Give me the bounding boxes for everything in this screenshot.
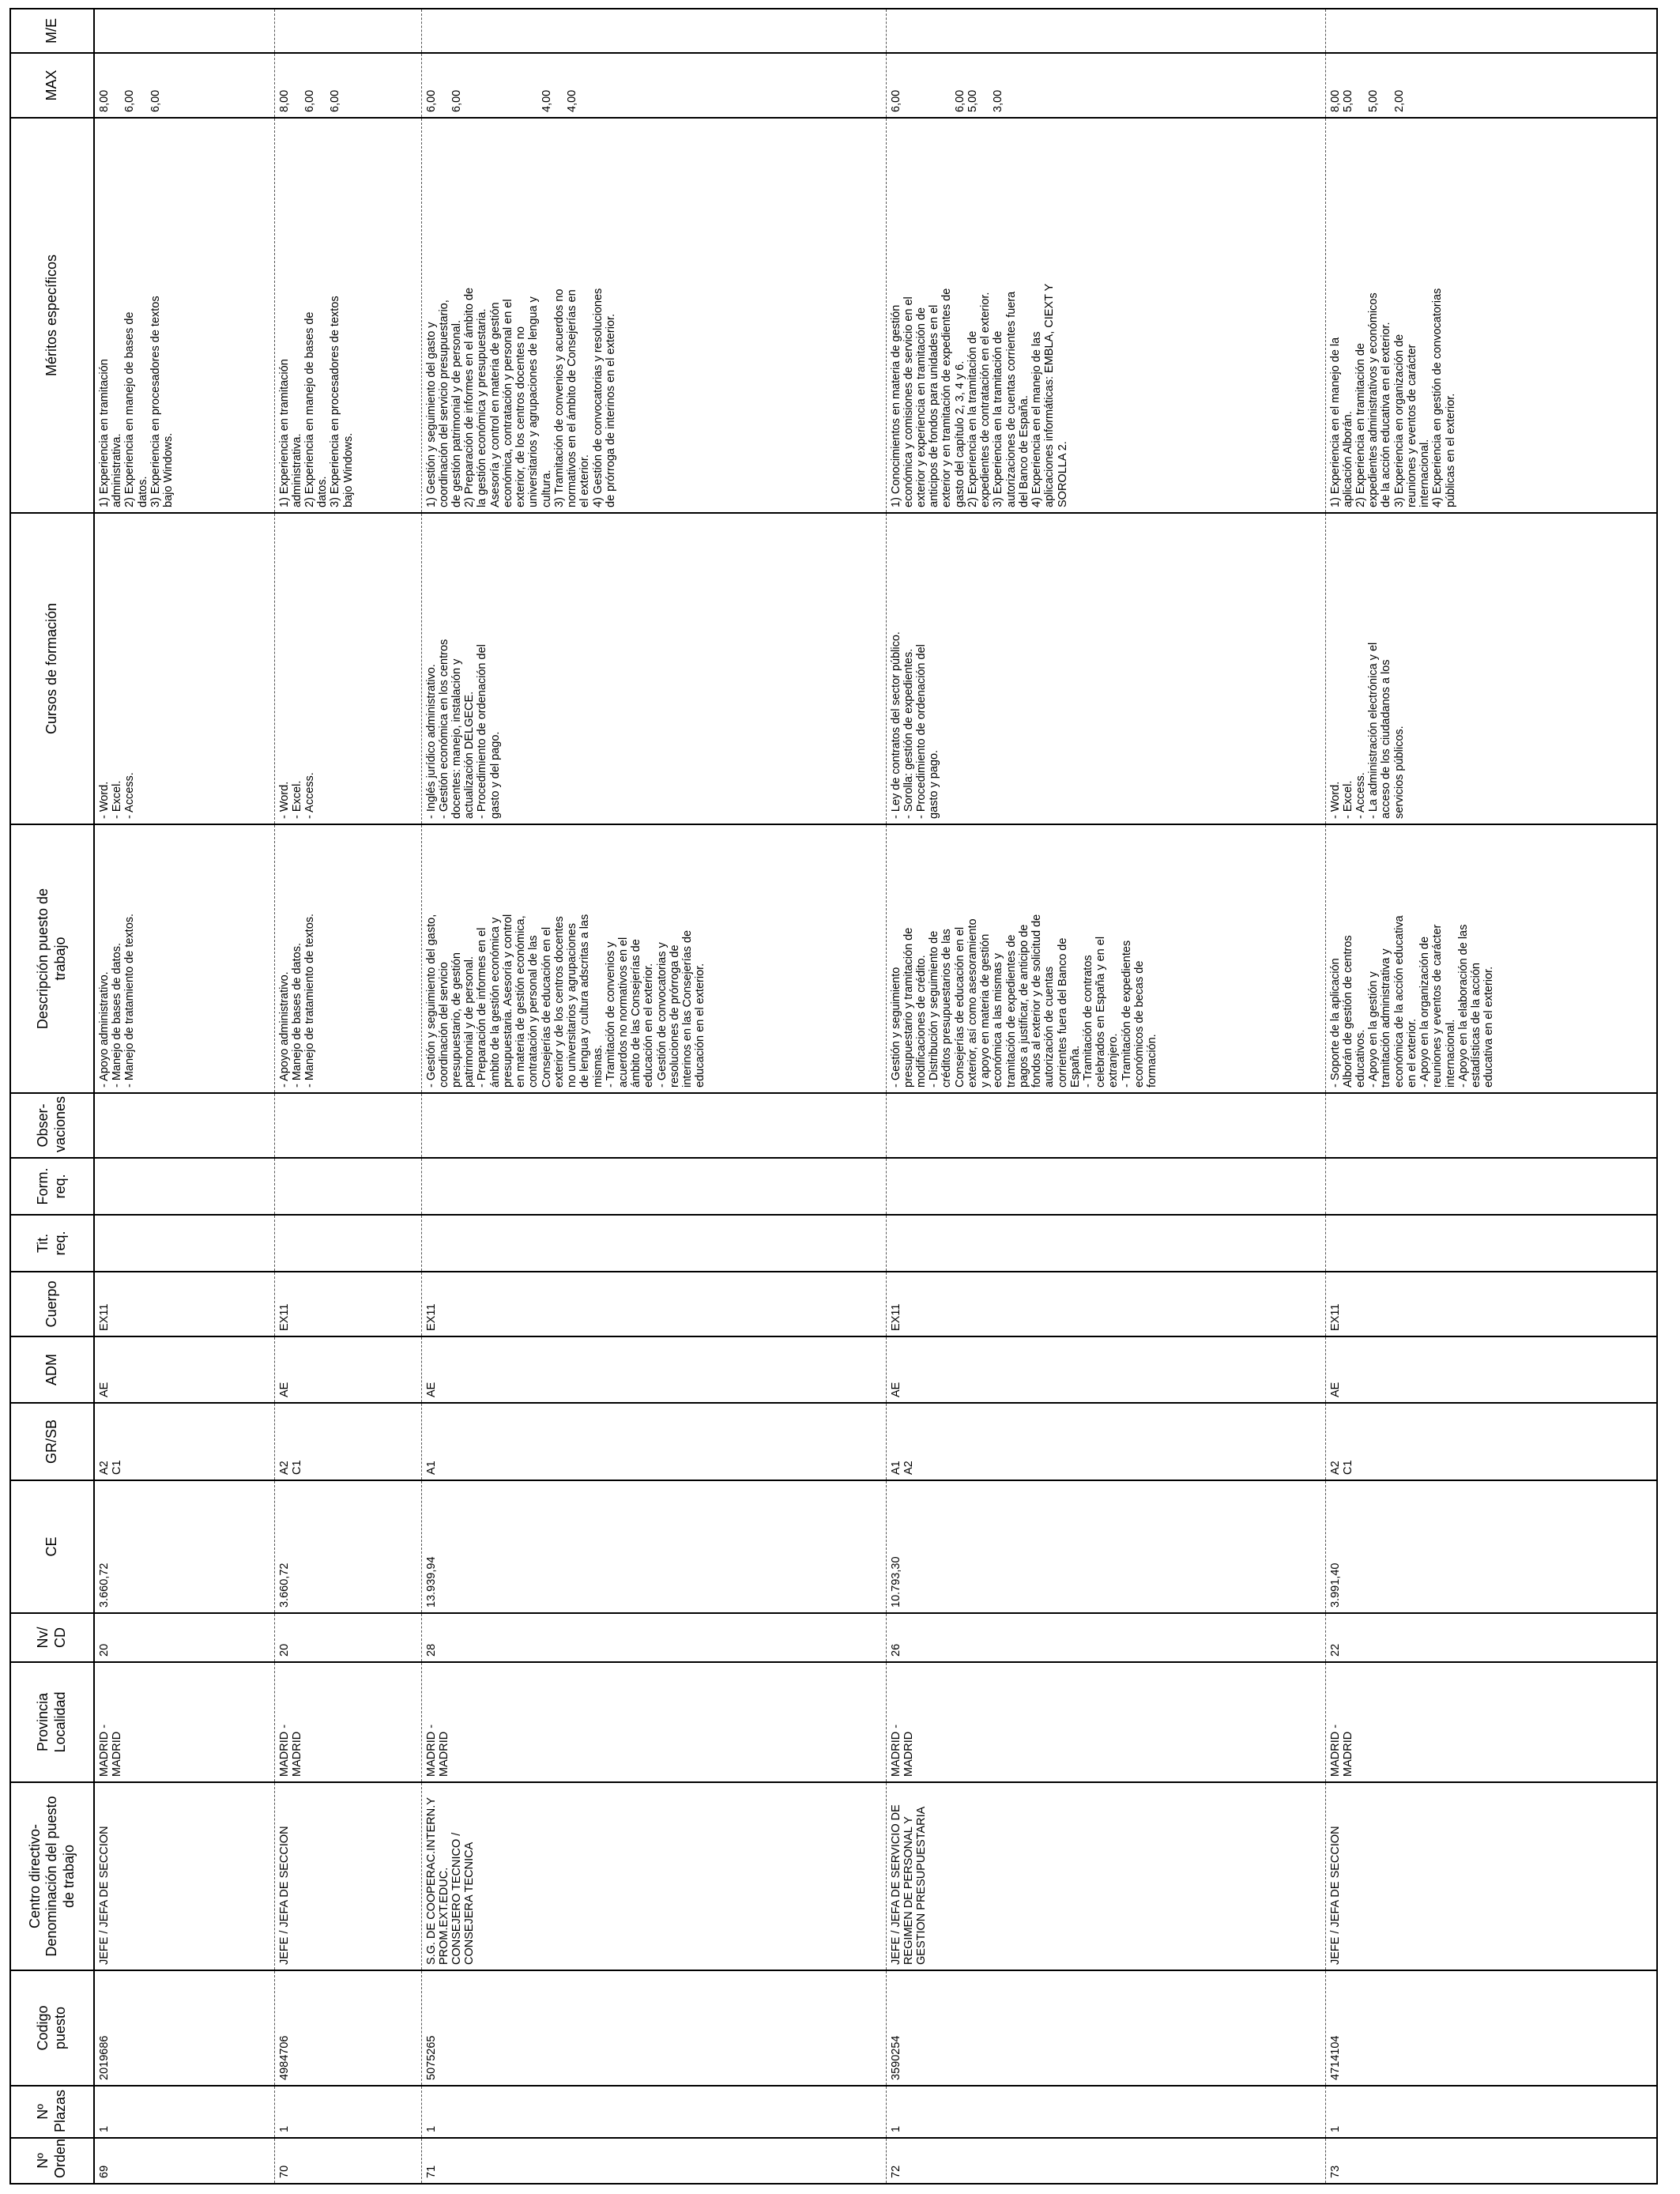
cell-descripcion: - Soporte de la aplicación Alborán de gestión de centros educativos. - Apoyo en la gestión y tramitación administrativa y económica de la acción educativa en el exterior. - Apoyo en la organización de reuniones y eventos de carácter internacional. - Apoyo en la elaboración de las estadísticas de la acción educativa en el exterior.: [1325, 824, 1657, 1093]
cell-ce: 13.939,94: [421, 1480, 886, 1613]
cell-observaciones: [886, 1093, 1325, 1158]
cell-provincia: MADRID - MADRID: [94, 1662, 274, 1782]
header-codigo: Codigo puesto: [10, 1970, 94, 2086]
header-row: [10, 9, 94, 2184]
cell-observaciones: [274, 1093, 421, 1158]
cell-max: 6,00 6,00 5,00 3,00: [886, 53, 1325, 118]
cell-observaciones: [1325, 1093, 1657, 1158]
cell-cursos: - Word. - Excel. - Access.: [94, 513, 274, 824]
header-plazas: Nº Plazas: [10, 2086, 94, 2138]
cell-descripcion: - Gestión y seguimiento presupuestario y tramitación de modificaciones de crédito. - Distribución y seguimiento de créditos presupuestarios de las Consejerías de educación en el exterior, así como asesoramiento y apoyo en materia de gestión económica a las mismas y tramitación de expedientes de pagos a justificar, de anticipo de fondos al exterior y de solicitud de autorización de cuentas corrientes fuera del Banco de España. - Tramitación de contratos celebrados en España y en el extranjero. - Tramitación de expedientes económicos de becas de formación.: [886, 824, 1325, 1093]
cell-titulacion: [1325, 1215, 1657, 1272]
cell-formacion-req: [886, 1158, 1325, 1215]
cell-plazas: 1: [274, 2086, 421, 2138]
cell-descripcion: - Apoyo administrativo. - Manejo de bases de datos. - Manejo de tratamiento de textos.: [274, 824, 421, 1093]
cell-meritos: 1) Conocimientos en materia de gestión económica y comisiones de servicio en el exterior y experiencia en tramitación de anticipos de fondos para unidades en el exterior y en tramitación de expedientes de gasto del capítulo 2, 3, 4 y 6. 2) Experiencia en la tramitación de expedientes de contratación en el exterior. 3) Experiencia en la tramitación de autorizaciones de cuentas corrientes fuera del Banco de España. 4) Experiencia en el manejo de las aplicaciones informáticas: EMBLA, CIEXT Y SOROLLA 2.: [886, 118, 1325, 513]
cell-cursos: - Inglés jurídico administrativo. - Gestión económica en los centros docentes: manejo, instalación y actualización DELGECE. - Procedimiento de ordenación del gasto y del pago.: [421, 513, 886, 824]
cell-grupo: A2 C1: [1325, 1403, 1657, 1480]
cell-cuerpo: EX11: [886, 1272, 1325, 1336]
cell-grupo: A1: [421, 1403, 886, 1480]
header-cursos: Cursos de formación: [10, 513, 94, 824]
cell-adm: AE: [1325, 1336, 1657, 1403]
cell-adm: AE: [94, 1336, 274, 1403]
cell-ce: 3.660,72: [274, 1480, 421, 1613]
header-cuerpo: Cuerpo: [10, 1272, 94, 1336]
cell-cursos: - Word. - Excel. - Access.: [274, 513, 421, 824]
cell-codigo: 2019686: [94, 1970, 274, 2086]
vacancy-table: [9, 8, 1658, 2185]
cell-grupo: A2 C1: [94, 1403, 274, 1480]
header-centro: Centro directivo- Denominación del puesto de trabajo: [10, 1782, 94, 1970]
header-adm: ADM: [10, 1336, 94, 1403]
cell-me: [274, 9, 421, 53]
cell-observaciones: [94, 1093, 274, 1158]
cell-descripcion: - Apoyo administrativo. - Manejo de bases de datos. - Manejo de tratamiento de textos.: [94, 824, 274, 1093]
cell-ce: 10.793,30: [886, 1480, 1325, 1613]
cell-formacion-req: [1325, 1158, 1657, 1215]
cell-centro: JEFE / JEFA DE SECCION: [274, 1782, 421, 1970]
cell-codigo: 4714104: [1325, 1970, 1657, 2086]
cell-grupo: A1 A2: [886, 1403, 1325, 1480]
cell-me: [421, 9, 886, 53]
table-row: [1325, 9, 1657, 2184]
cell-cuerpo: EX11: [274, 1272, 421, 1336]
cell-orden: 70: [274, 2138, 421, 2184]
header-descripcion: Descripción puesto de trabajo: [10, 824, 94, 1093]
cell-codigo: 5075265: [421, 1970, 886, 2086]
cell-meritos: 1) Gestión y seguimiento del gasto y coordinación del servicio presupuestario, de gestión patrimonial y de personal. 2) Preparación de informes en el ámbito de la gestión económica y presupuestaria. Asesoría y control en materia de gestión económica, contratación y personal en el exterior, de los centros docentes no universitarios y agrupaciones de lengua y cultura. 3) Tramitación de convenios y acuerdos no normativos en el ámbito de Consejerías en el exterior. 4) Gestión de convocatorias y resoluciones de prórroga de interinos en el exterior.: [421, 118, 886, 513]
cell-formacion-req: [94, 1158, 274, 1215]
header-orden: Nº Orden: [10, 2138, 94, 2184]
cell-formacion-req: [421, 1158, 886, 1215]
cell-titulacion: [274, 1215, 421, 1272]
cell-provincia: MADRID - MADRID: [886, 1662, 1325, 1782]
cell-nivel: 20: [94, 1613, 274, 1662]
table-row: [421, 9, 886, 2184]
header-observaciones: Obser- vaciones: [10, 1093, 94, 1158]
cell-cuerpo: EX11: [421, 1272, 886, 1336]
cell-nivel: 20: [274, 1613, 421, 1662]
cell-adm: AE: [421, 1336, 886, 1403]
header-meritos: Méritos específicos: [10, 118, 94, 513]
cell-plazas: 1: [421, 2086, 886, 2138]
cell-me: [1325, 9, 1657, 53]
cell-descripcion: - Gestión y seguimiento del gasto, coordinación del servicio presupuestario, de gestión patrimonial y de personal. - Preparación de informes en el ámbito de la gestión económica y presupuestaria. Asesoría y control en materia de gestión económica, contratación y personal de las Consejerías de educación en el exterior y de los centros docentes no universitarios y agrupaciones de lengua y cultura adscritas a las mismas. - Tramitación de convenios y acuerdos no normativos en el ámbito de las Consejerías de educación en el exterior. - Gestión de convocatorias y resoluciones de prórroga de interinos en las Consejerías de educación en el exterior.: [421, 824, 886, 1093]
cell-codigo: 3590254: [886, 1970, 1325, 2086]
cell-me: [94, 9, 274, 53]
header-formacion-req: Form. req.: [10, 1158, 94, 1215]
header-max: MAX: [10, 53, 94, 118]
cell-cursos: - Word. - Excel. - Access. - La administración electrónica y el acceso de los ciudadanos a los servicios públicos.: [1325, 513, 1657, 824]
cell-cuerpo: EX11: [1325, 1272, 1657, 1336]
header-ce: CE: [10, 1480, 94, 1613]
cell-meritos: 1) Experiencia en tramitación administrativa. 2) Experiencia en manejo de bases de datos. 3) Experiencia en procesadores de textos bajo Windows.: [274, 118, 421, 513]
cell-orden: 71: [421, 2138, 886, 2184]
cell-plazas: 1: [886, 2086, 1325, 2138]
cell-formacion-req: [274, 1158, 421, 1215]
cell-plazas: 1: [1325, 2086, 1657, 2138]
cell-nivel: 28: [421, 1613, 886, 1662]
table-row: [886, 9, 1325, 2184]
cell-orden: 73: [1325, 2138, 1657, 2184]
cell-titulacion: [886, 1215, 1325, 1272]
table-row: [94, 9, 274, 2184]
header-grupo: GR/SB: [10, 1403, 94, 1480]
cell-titulacion: [94, 1215, 274, 1272]
cell-plazas: 1: [94, 2086, 274, 2138]
cell-cuerpo: EX11: [94, 1272, 274, 1336]
cell-me: [886, 9, 1325, 53]
cell-provincia: MADRID - MADRID: [1325, 1662, 1657, 1782]
cell-adm: AE: [886, 1336, 1325, 1403]
header-provincia: Provincia Localidad: [10, 1662, 94, 1782]
cell-nivel: 22: [1325, 1613, 1657, 1662]
cell-max: 8,00 6,00 6,00: [94, 53, 274, 118]
cell-provincia: MADRID - MADRID: [274, 1662, 421, 1782]
header-titulacion: Tit. req.: [10, 1215, 94, 1272]
cell-max: 8,00 5,00 5,00 2,00: [1325, 53, 1657, 118]
cell-centro: JEFE / JEFA DE SECCION: [1325, 1782, 1657, 1970]
cell-titulacion: [421, 1215, 886, 1272]
cell-ce: 3.991,40: [1325, 1480, 1657, 1613]
cell-max: 6,00 6,00 4,00 4,00: [421, 53, 886, 118]
cell-max: 8,00 6,00 6,00: [274, 53, 421, 118]
cell-cursos: - Ley de contratos del sector público. - Sorolla: gestión de expedientes. - Procedimiento de ordenación del gasto y pago.: [886, 513, 1325, 824]
cell-orden: 69: [94, 2138, 274, 2184]
cell-observaciones: [421, 1093, 886, 1158]
cell-centro: JEFE / JEFA DE SECCION: [94, 1782, 274, 1970]
cell-adm: AE: [274, 1336, 421, 1403]
header-me: M/E: [10, 9, 94, 53]
cell-ce: 3.660,72: [94, 1480, 274, 1613]
cell-grupo: A2 C1: [274, 1403, 421, 1480]
cell-meritos: 1) Experiencia en tramitación administrativa. 2) Experiencia en manejo de bases de datos. 3) Experiencia en procesadores de textos bajo Windows.: [94, 118, 274, 513]
cell-codigo: 4984706: [274, 1970, 421, 2086]
table-row: [274, 9, 421, 2184]
cell-centro: JEFE / JEFA DE SERVICIO DE REGIMEN DE PERSONAL Y GESTION PRESUPUESTARIA: [886, 1782, 1325, 1970]
header-nivel: Nv/ CD: [10, 1613, 94, 1662]
cell-centro: S.G. DE COOPERAC.INTERN.Y PROM.EXT.EDUC. CONSEJERO TECNICO / CONSEJERA TECNICA: [421, 1782, 886, 1970]
cell-nivel: 26: [886, 1613, 1325, 1662]
cell-provincia: MADRID - MADRID: [421, 1662, 886, 1782]
cell-orden: 72: [886, 2138, 1325, 2184]
cell-meritos: 1) Experiencia en el manejo de la aplicación Alborán. 2) Experiencia en tramitación de expedientes administrativos y económicos de la acción educativa en el exterior. 3) Experiencia en organización de reuniones y eventos de carácter internacional. 4) Experiencia en gestión de convocatorias públicas en el exterior.: [1325, 118, 1657, 513]
